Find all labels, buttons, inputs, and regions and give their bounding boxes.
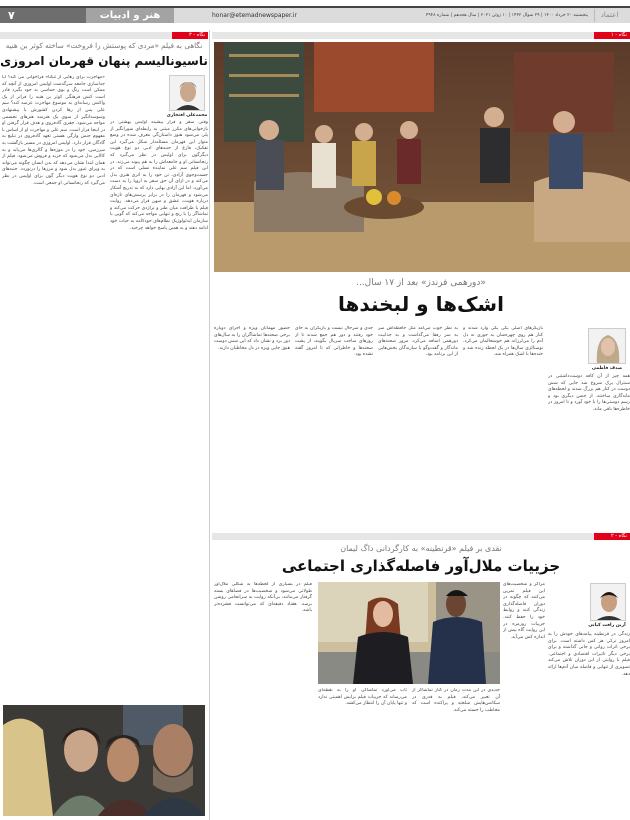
article-column: تاب می‌آورد تماشاگر، او را به نقطه‌ای می‌رساند که جزییات فیلم برایش اهمیتی ندارد و تنها پایان آن را انتظار می‌کشد. — [318, 688, 407, 707]
author-name: محمدعلی افتخاری — [166, 113, 208, 118]
tv-set-image — [214, 42, 630, 272]
quarantine-scene-image — [318, 582, 500, 684]
article-title: ناسیونالیسم پنهان قهرمان امروزی — [0, 54, 208, 68]
article-title: اشک‌ها و لبخندها — [338, 292, 504, 316]
tag-bar — [0, 32, 208, 39]
article-tag: نگاه - ۱ — [594, 32, 630, 39]
section-name: هنر و ادبیات — [86, 8, 174, 23]
article-column: به نظر خوب می‌آمد مثل حافظه‌اش سر به سر رفقا می‌گذاشت و به جذابیت دورهمی اضافه می‌کرد. مرور صحنه‌های ماندگار و گفت‌وگو با سازندگان بخش‌هایی از این برنامه بود. — [378, 326, 458, 358]
email-link[interactable]: honar@etemadnewspaper.ir — [212, 12, 297, 19]
friends-reunion-photo — [214, 42, 630, 272]
article-column: همه چیز از آن کافه دوست‌داشتنی در سنترال پرک شروع شد جایی که شش دوست در کنار هم بزرگ شدند و لحظه‌های ماندگاری ساختند. از جنس دیگری بود و رسم دوستی‌ها را با خود آورد و تا امروز در خاطره‌ها باقی ماند. — [548, 374, 630, 412]
article-tag: نگاه - ۲ — [594, 533, 630, 540]
newspaper-logo: اعتماد — [594, 9, 624, 22]
author-portrait-icon — [170, 76, 205, 111]
article-column: حضور مهمانان ویژه و اجرای دوباره برخی صحنه‌ها تماشاگران را به سال‌های دور برد و نشان داد که این شش دوست هنوز جایی ویژه در دل مخاطبان دارند. — [214, 326, 290, 351]
film-scene-image — [3, 705, 205, 816]
tag-bar — [212, 32, 630, 39]
author-photo — [169, 75, 205, 111]
article-subtitle: نگاهی به فیلم «مردی که پوستش را فروخت» ساخته کوثر بن هنیه — [5, 41, 203, 50]
article-column: مراکز و شخصیت‌های این فیلم تمرین می‌کنند که چگونه در دوران فاصله‌گذاری زندگی کنند و روابط خود را حفظ کنند. جزییات روزمره در این روایت گاه بیش از اندازه کش می‌آید. — [503, 582, 545, 640]
column-divider — [209, 30, 210, 820]
article-tag: نگاه - ۳ — [172, 32, 208, 39]
article-column: جدیدی در این مدت زمان در کنار تماشاگر از آن تعبیر می‌کند، فیلم به قدری در سکانس‌هایش شلخته و پراکنده است که مخاطب را خسته می‌کند. — [412, 688, 500, 713]
article-column: زندگی در قرنطینه پیامدهای خودش را به امروز ترکی هر کس داشته است. برای برخی اثرات روانی و جانی گذاشته و برای برخی دیگر تاثیرات اقتصادی و اجتماعی. فیلم با روایتی از این دوران تلاش می‌کند تصویری از تنهایی و فاصله میان آدم‌ها ارائه دهد. — [548, 632, 630, 677]
date-line: پنجشنبه ۲۰ خرداد ۱۴۰۰ | ۲۹ شوال ۱۴۴۲ | ۱۰ ژوئن ۲۰۲۱ | سال هجدهم | شماره ۴۹۴۸ — [425, 13, 588, 18]
film-still-photo — [318, 582, 500, 684]
article-column: جدی و سرحال نیست و بازیگران به جای خود رفتند و دور هم جمع شدند تا از روزهای ساخت سریال بگویند، از پشت صحنه‌ها و خاطراتی که تا امروز گفته نشده بود. — [295, 326, 373, 358]
article-column: بازیگرهای اصلی یکی یکی وارد شدند و کنار هم روی چهره‌شان به جوری نه دل آدم را می‌لرزاند هم خوشحالمان می‌کرد. نوستالژی سال‌ها در یک لحظه زنده شد و خنده‌ها با اشک همراه شد. — [463, 326, 543, 358]
film-still-photo — [3, 705, 205, 816]
article-column: فیلم در بسیاری از لحظه‌ها به شکلی ملال‌آور طولانی می‌شود و شخصیت‌ها در فضاهای بسته گرفتار می‌مانند، بی‌آنکه روایت به سرانجامی روشن برسد. هفتاد دقیقه‌ای که می‌توانست فشرده‌تر باشد. — [214, 582, 312, 614]
article-subtitle: «دورهمی فرندز» بعد از ۱۷ سال... — [356, 278, 486, 288]
article-subtitle: نقدی بر فیلم «قرنطینه» به کارگردانی داگ لیمان — [340, 544, 502, 553]
article-column: «مهاجرت برای رهایی از تنگنا» فراخوانی می کند؟ آیا جداسازی جامعه سرگذشت اولیس امروزی از آنچه که ممکن است رنگ و بوی حماسی به خود بگیرد قادر است کنش فرهنگی کوثر بن هنیه را فراتر از یک واکنش رسانه‌ای به موضوع مهاجرت عرضه کند؟ سم علی پس از رها کردن کشورش با پیشنهادی وسوسه‌انگیز از سوی یک هنرمند هنرهای تجسمی مواجه می‌شود. جفری گادفروی و هدف قرار گرفتن او در اینجا فرار است. سم علی و مهاجرت او از اساس با مفهوم جنس وارگی هستی تعهد گادفروی در تبلیغ به گادگان قرار دارد. اولیس امروزی در مسیر بازگشت به سرزمین، خود را در موزه‌ها و گالری‌ها می‌یابد و به کالایی بدل می‌شود که خرید و فروش می‌شود. فیلم از همان ابتدا نشان می‌دهد که بدن انسان چگونه می‌تواند به ویزای عبور بدل شود و مرزها را درنوردد. جنبه‌های ادبی دو نوع هویت دیگر گون برای اولیس در نظر می‌گیرد که رنجانسانی او جمعی است. — [2, 75, 105, 186]
article-column: وقتی سفر و فرار پیشینه اولیس بهشتی در بازخوانی‌های مکرر مبتنی به رابطه‌ای شورانگیز از یلی می‌شود هنوز داستان‌گی معرف شده در وضع متوار این قهرمان مسئله‌دار شکل می‌گیرد این تفکیک، فارغ از جنبه‌های ادبی دو نوع هویت دیگرگون برای اولیس در نظر می‌گیرد که رنجانسانی او و جامعه‌اش را به هم پیوند می‌زند. در این فیلم سم علی نماینده نسلی است که در جست‌وجوی آزادی، تن خود را به اثری هنری بدل می‌کند و در ازای آن حق سفر به اروپا را به دست می‌آورد. اما این آزادی بهایی دارد که به تدریج آشکار می‌شود و قهرمان را در برابر پرسش‌های تازه‌ای درباره هویت، عشق و میهن قرار می‌دهد. روایت فیلم با ظرافت میان طنز و تراژدی حرکت می‌کند و تماشاگر را با رنج و تنهایی مواجه می‌کند که گویی با سازمان ایدئولوژیک نظام‌های خودکامه به حیات خود ادامه دهند و به همین پاسخ خواهد چرخید. — [110, 120, 208, 231]
page-number: ۷ — [0, 8, 86, 23]
author-name: آرین رافت کیانی — [588, 623, 626, 628]
tag-bar — [212, 533, 630, 540]
author-name: صدف فاطمی — [591, 366, 623, 371]
article-title: جزییات ملال‌آور فاصله‌گذاری اجتماعی — [281, 557, 561, 575]
